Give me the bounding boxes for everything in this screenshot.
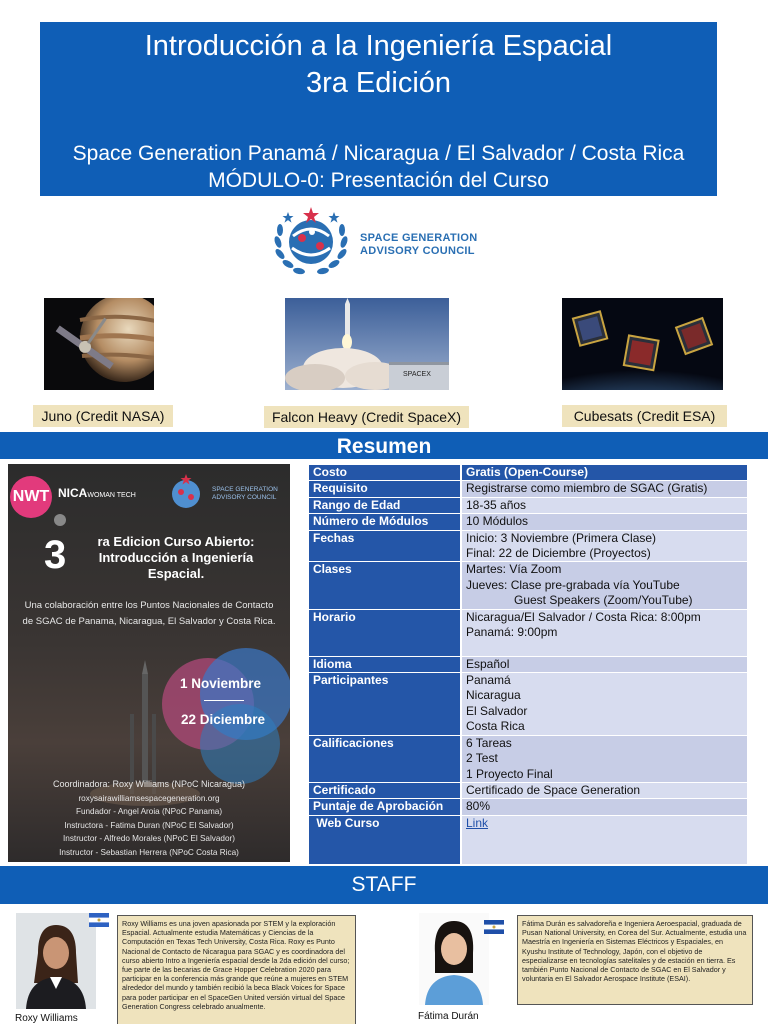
juno-photo: [44, 298, 154, 390]
roxy-williams-photo: [16, 913, 96, 1009]
table-row: [309, 531, 747, 562]
spacex-sign: SPACEX: [403, 371, 431, 378]
falcon-heavy-photo: [285, 298, 449, 390]
puntaje-value: 80%: [462, 799, 747, 814]
course-poster: [8, 464, 290, 862]
course-summary-table: [307, 464, 749, 865]
requisito-value: Registrarse como miembro de SGAC (Gratis): [462, 481, 747, 496]
fatima-duran-photo: [419, 913, 489, 1005]
modulos-label: Número de Módulos: [309, 514, 460, 529]
poster-sgac-text: SPACE GENERATION ADVISORY COUNCIL: [212, 486, 278, 501]
roxy-williams-bio: Roxy Williams es una joven apasionada por STEM y la exploración Espacial. Actualmente estudia Matemáticas y Ciencias de la Computación en Texas Tech University, Costa Rica. Roxy es Punto Nacional de Contacto de Nicaragua para SGAC y es coordinadora del curso abierto Intro a Ingeniería espacial desde la 2da edición del curso; fue parte de las becarias de Grace Hopper Celebration 2020 para participar en la conferencia más grande que reúne a mujeres en STEM alrededor del mundo y también recibió la beca Black Voices for Space para poder participar en el SpaceGen United versión virtual del Space Generation Congress celebrado anualmente.: [117, 915, 356, 1024]
certificado-label: Certificado: [309, 783, 460, 798]
table-row: [309, 498, 747, 513]
resumen-heading: Resumen: [0, 432, 768, 459]
table-row: [309, 514, 747, 529]
sgac-logo: [268, 202, 488, 280]
module-line: MÓDULO-0: Presentación del Curso: [208, 169, 549, 192]
cubesats-photo: [562, 298, 723, 390]
course-subtitle: [40, 140, 717, 194]
clases-label: Clases: [309, 562, 460, 608]
table-row: [309, 465, 747, 480]
cubesats-caption: Cubesats (Credit ESA): [562, 405, 727, 427]
table-row: [309, 657, 747, 672]
costo-label: Costo: [309, 465, 460, 480]
edition-number: 3: [44, 533, 67, 577]
edad-label: Rango de Edad: [309, 498, 460, 513]
edad-value: 18-35 años: [462, 498, 747, 513]
participantes-label: Participantes: [309, 673, 460, 735]
poster-end-date: 22 Diciembre: [181, 712, 266, 727]
idioma-label: Idioma: [309, 657, 460, 672]
course-title: [40, 28, 717, 102]
fechas-value: Inicio: 3 Noviembre (Primera Clase) Final: 22 de Diciembre (Proyectos): [462, 531, 747, 562]
clases-value: Martes: Vía Zoom Jueves: Clase pre-grabada vía YouTube Guest Speakers (Zoom/YouTube): [462, 562, 747, 608]
costo-value: Gratis (Open-Course): [462, 465, 747, 480]
web-curso-label: Web Curso: [309, 816, 460, 864]
fatima-duran-name: Fátima Durán: [418, 1011, 479, 1022]
course-title-line1: Introducción a la Ingeniería Espacial: [144, 30, 613, 62]
nwt-logo: NWT: [10, 476, 52, 518]
nica-woman-tech-logo: NICAWOMAN TECH: [58, 486, 136, 500]
idioma-value: Español: [462, 657, 747, 672]
web-curso-value: [462, 816, 747, 864]
puntaje-label: Puntaje de Aprobación: [309, 799, 460, 814]
poster-start-date: 1 Noviembre: [180, 676, 262, 691]
fechas-label: Fechas: [309, 531, 460, 562]
juno-caption: Juno (Credit NASA): [33, 405, 173, 427]
table-row: [309, 816, 747, 864]
table-row: [309, 610, 747, 656]
nicaragua-flag-icon: [89, 913, 109, 927]
modulos-value: 10 Módulos: [462, 514, 747, 529]
poster-credits: Coordinadora: Roxy Williams (NPoC Nicaragua) roxysairawilliamsespacegeneration.org Fundador - Angel Aroia (NPoC Panama) Instructora - Fatima Duran (NPoC El Salvador) Instructor - Alfredo Morales (NPoC El Salvador) Instructor - Sebastian Herrera (NPoC Costa Rica): [52, 779, 246, 857]
requisito-label: Requisito: [309, 481, 460, 496]
falcon-heavy-caption: Falcon Heavy (Credit SpaceX): [264, 406, 469, 428]
course-title-banner: [40, 22, 717, 196]
staff-heading: STAFF: [0, 866, 768, 904]
poster-sgac-emblem-icon: [164, 472, 208, 514]
table-row: [309, 799, 747, 814]
certificado-value: Certificado de Space Generation: [462, 783, 747, 798]
table-row: [309, 736, 747, 782]
horario-value: Nicaragua/El Salvador / Costa Rica: 8:00pm Panamá: 9:00pm: [462, 610, 747, 656]
el-salvador-flag-icon: [484, 920, 504, 934]
horario-label: Horario: [309, 610, 460, 656]
course-edition: 3ra Edición: [305, 67, 452, 99]
table-row: [309, 783, 747, 798]
participantes-value: Panamá Nicaragua El Salvador Costa Rica: [462, 673, 747, 735]
calificaciones-label: Calificaciones: [309, 736, 460, 782]
calificaciones-value: 6 Tareas 2 Test 1 Proyecto Final: [462, 736, 747, 782]
roxy-williams-name: Roxy Williams: [15, 1013, 78, 1024]
date-divider: [204, 700, 244, 701]
poster-collaboration: Una colaboración entre los Puntos Nacionales de Contacto de SGAC de Panama, Nicaragua, El Salvador y Costa Rica.: [22, 600, 276, 627]
sgac-emblem-icon: [268, 202, 354, 280]
sgac-logo-text: SPACE GENERATION ADVISORY COUNCIL: [360, 232, 478, 257]
course-web-link[interactable]: Link: [466, 815, 489, 830]
table-row: [309, 481, 747, 496]
poster-headline: ra Edicion Curso Abierto: Introducción a Ingeniería Espacial.: [97, 534, 255, 581]
fatima-duran-bio: Fátima Durán es salvadoreña e Ingeniera Aeroespacial, graduada de Pusan National University, en Corea del Sur. Actualmente, estudia una Maestría en Ingeniería en Sistemas Eléctricos y Espaciales, en Kyushu Institute of Technology, Japón, con el objetivo de especializarse en tecnologías satelitales y de estación en tierra. Es también Punto Nacional de Contacto de SGAC en El Salvador y voluntaria en El Salvador Aerospace Institute (ESAI).: [517, 915, 753, 1005]
organizers-line: Space Generation Panamá / Nicaragua / El Salvador / Costa Rica: [72, 142, 685, 165]
table-row: [309, 562, 747, 608]
table-row: [309, 673, 747, 735]
